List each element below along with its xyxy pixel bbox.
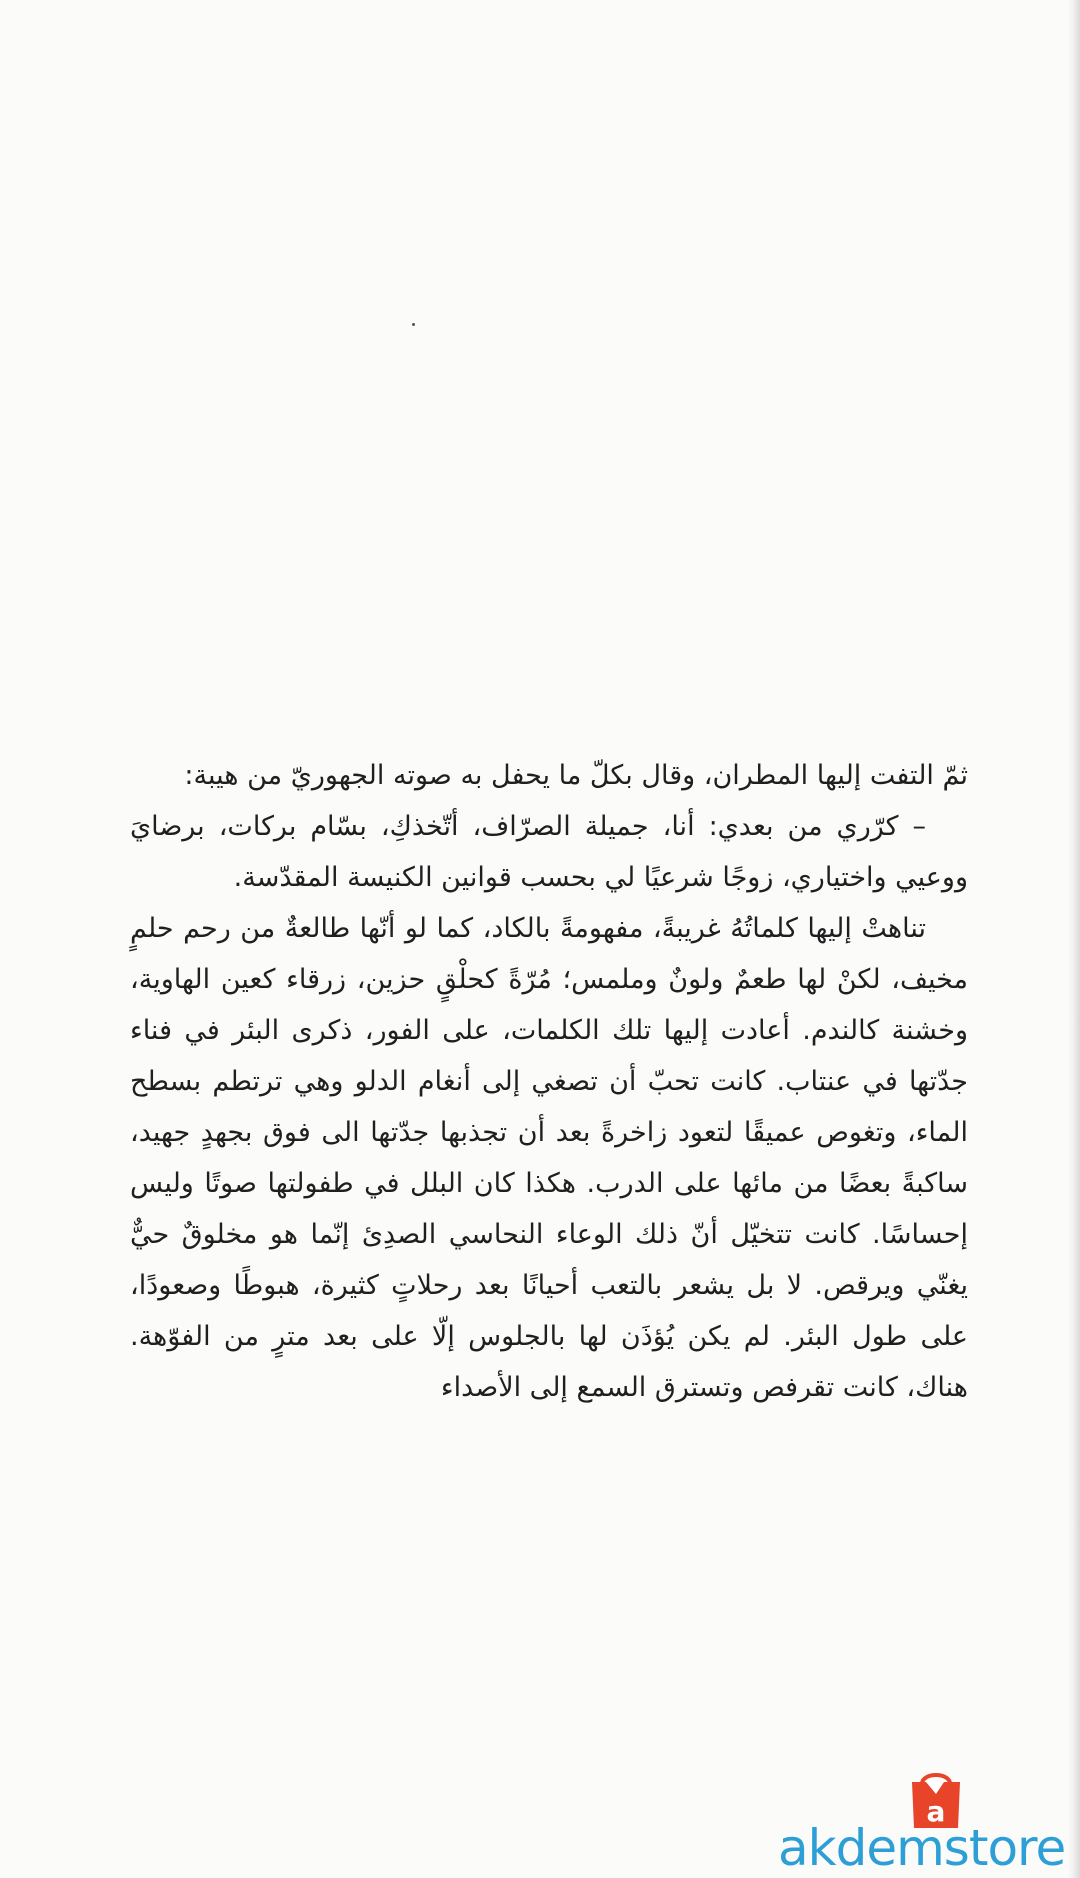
scan-speck [412, 323, 415, 326]
paragraph-3: تناهتْ إليها كلماتُهُ غريبةً، مفهومةً بالكاد، كما لو أنّها طالعةٌ من رحم حلمٍ مخيف، لكنْ لها طعمٌ ولونٌ وملمس؛ مُرّةً كحلْقٍ حزين، زرقاء كعين الهاوية، وخشنة كالندم. أعادت إليها تلك الكلمات، على الفور، ذكرى البئر في فناء جدّتها في عنتاب. كانت تحبّ أن تصغي إلى أنغام الدلو وهي ترتطم بسطح الماء، وتغوص عميقًا لتعود زاخرةً بعد أن تجذبها جدّتها الى فوق بجهدٍ جهيد، ساكبةً بعضًا من مائها على الدرب. هكذا كان البلل في طفولتها صوتًا وليس إحساسًا. كانت تتخيّل أنّ ذلك الوعاء النحاسي الصدِئ إنّما هو مخلوقٌ حيٌّ يغنّي ويرقص. لا بل يشعر بالتعب أحيانًا بعد رحلاتٍ كثيرة، هبوطًا وصعودًا، على طول البئر. لم يكن يُؤذَن لها بالجلوس إلّا على بعد مترٍ من الفوّهة. هناك، كانت تقرفص وتسترق السمع إلى الأصداء [130, 913, 968, 1403]
watermark-brand-text: akdemstore [778, 1819, 1066, 1877]
paragraph-1: ثمّ التفت إليها المطران، وقال بكلّ ما يحفل به صوته الجهوريّ من هيبة: [184, 760, 968, 791]
logo-letter: a [926, 1795, 946, 1828]
page-edge-shadow [1068, 0, 1080, 1878]
page-body-text [130, 750, 968, 1413]
store-watermark [778, 1768, 1078, 1878]
paragraph-2: – كرّري من بعدي: أنا، جميلة الصرّاف، أتّخذكِ، بسّام بركات، برضايَ ووعيي واختياري، زوجًا شرعيًا لي بحسب قوانين الكنيسة المقدّسة. [130, 811, 968, 893]
